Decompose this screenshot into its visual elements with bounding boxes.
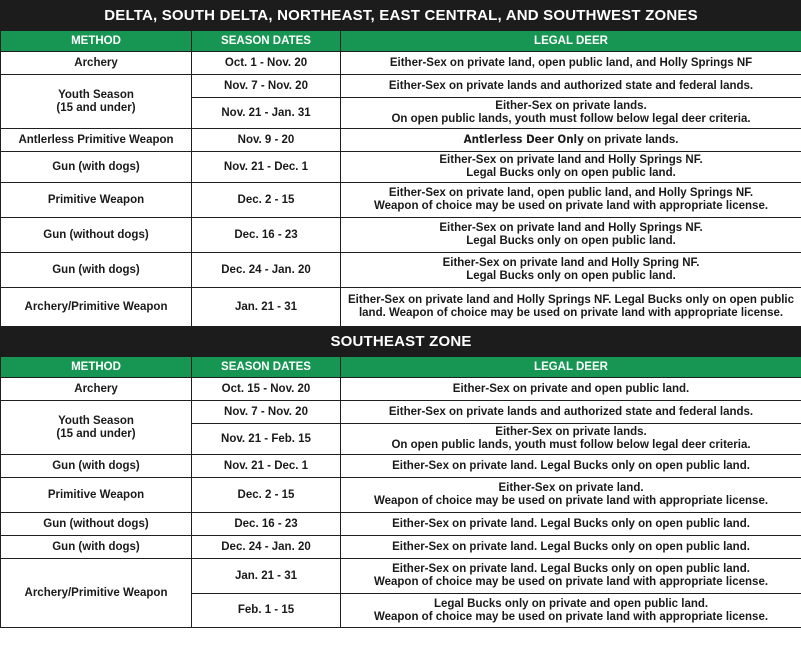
legal-cell	[341, 424, 801, 455]
method-cell: Gun (with dogs)	[1, 536, 192, 559]
legal-line: Either-Sex on private lands.	[495, 426, 647, 438]
legal-cell	[341, 152, 801, 183]
dates-cell: Dec. 24 - Jan. 20	[192, 536, 341, 559]
method-cell	[1, 75, 192, 129]
table-row	[1, 378, 801, 401]
header-method: METHOD	[1, 357, 192, 378]
dates-cell: Dec. 2 - 15	[192, 183, 341, 218]
legal-cell	[341, 98, 801, 129]
method-cell: Gun (with dogs)	[1, 152, 192, 183]
legal-line: Legal Bucks only on open public land.	[466, 167, 676, 179]
dates-cell: Jan. 21 - 31	[192, 288, 341, 327]
legal-cell: Either-Sex on private land. Legal Bucks only on open public land.	[341, 536, 801, 559]
legal-line: Weapon of choice may be used on private land with appropriate license.	[373, 495, 769, 507]
legal-line: Weapon of choice may be used on private land with appropriate license.	[373, 610, 769, 623]
legal-line: On open public lands, youth must follow below legal deer criteria.	[391, 439, 751, 451]
legal-line: Either-Sex on private land. Legal Bucks only on open public land.	[392, 563, 750, 575]
legal-line: Legal Bucks only on open public land.	[466, 270, 676, 282]
table-row	[1, 559, 801, 594]
method-cell: Antlerless Primitive Weapon	[1, 129, 192, 152]
dates-cell: Dec. 24 - Jan. 20	[192, 253, 341, 288]
legal-cell	[341, 594, 801, 628]
dates-cell: Jan. 21 - 31	[192, 559, 341, 594]
table-row	[1, 52, 801, 75]
legal-cell: Either-Sex on private lands and authorized state and federal lands.	[341, 75, 801, 98]
column-header-row	[1, 357, 801, 378]
dates-cell: Feb. 1 - 15	[192, 594, 341, 628]
header-method: METHOD	[1, 31, 192, 52]
legal-cell	[341, 129, 801, 152]
method-cell: Archery/Primitive Weapon	[1, 288, 192, 327]
legal-line: Either-Sex on private land, open public land, and Holly Springs NF.	[388, 187, 754, 199]
legal-rest: on private lands.	[583, 134, 679, 146]
dates-cell: Nov. 9 - 20	[192, 129, 341, 152]
legal-cell: Either-Sex on private land. Legal Bucks only on open public land.	[341, 455, 801, 478]
legal-line: land. Weapon of choice may be used on private land with appropriate license.	[358, 307, 784, 319]
legal-cell: Either-Sex on private land. Legal Bucks only on open public land.	[341, 513, 801, 536]
method-cell: Archery	[1, 378, 192, 401]
method-cell: Archery/Primitive Weapon	[1, 559, 192, 628]
table-row	[1, 455, 801, 478]
method-subline: (15 and under)	[56, 101, 136, 114]
legal-line: Legal Bucks only on open public land.	[466, 235, 676, 247]
method-subline: (15 and under)	[56, 427, 136, 440]
legal-line: Either-Sex on private land and Holly Springs NF.	[439, 222, 703, 234]
dates-cell: Nov. 21 - Dec. 1	[192, 455, 341, 478]
legal-line: Either-Sex on private land.	[498, 482, 644, 494]
header-season-dates: SEASON DATES	[192, 357, 341, 378]
method-line: Youth Season	[58, 414, 134, 427]
legal-cell: Either-Sex on private land, open public land, and Holly Springs NF	[341, 52, 801, 75]
legal-line: Either-Sex on private land and Holly Springs NF. Legal Bucks only on open public	[348, 294, 795, 306]
legal-line: Either-Sex on private lands.	[495, 100, 647, 112]
dates-cell: Nov. 7 - Nov. 20	[192, 401, 341, 424]
zone-title: SOUTHEAST ZONE	[1, 327, 801, 357]
zone-title-row	[1, 327, 801, 357]
method-line: Youth Season	[58, 88, 134, 101]
table-row	[1, 288, 801, 327]
zone-title: DELTA, SOUTH DELTA, NORTHEAST, EAST CENTRAL, AND SOUTHWEST ZONES	[1, 1, 801, 31]
table-row	[1, 75, 801, 98]
legal-cell	[341, 183, 801, 218]
table-row	[1, 253, 801, 288]
method-cell: Gun (with dogs)	[1, 455, 192, 478]
dates-cell: Dec. 2 - 15	[192, 478, 341, 513]
table-row	[1, 401, 801, 424]
legal-cell: Either-Sex on private lands and authorized state and federal lands.	[341, 401, 801, 424]
column-header-row	[1, 31, 801, 52]
dates-cell: Nov. 21 - Dec. 1	[192, 152, 341, 183]
method-cell: Gun (without dogs)	[1, 513, 192, 536]
table-row	[1, 478, 801, 513]
zone-title-row	[1, 1, 801, 31]
method-cell: Gun (with dogs)	[1, 253, 192, 288]
table-row	[1, 218, 801, 253]
dates-cell: Nov. 7 - Nov. 20	[192, 75, 341, 98]
legal-cell	[341, 288, 801, 327]
legal-emphasis: Antlerless Deer Only	[463, 132, 584, 146]
legal-cell	[341, 478, 801, 513]
table-row	[1, 129, 801, 152]
method-cell: Primitive Weapon	[1, 183, 192, 218]
legal-line: Weapon of choice may be used on private land with appropriate license.	[373, 200, 769, 212]
table-row	[1, 183, 801, 218]
header-season-dates: SEASON DATES	[192, 31, 341, 52]
method-cell: Gun (without dogs)	[1, 218, 192, 253]
legal-line: On open public lands, youth must follow below legal deer criteria.	[391, 113, 751, 125]
method-cell: Primitive Weapon	[1, 478, 192, 513]
dates-cell: Nov. 21 - Feb. 15	[192, 424, 341, 455]
legal-cell	[341, 253, 801, 288]
legal-line: Legal Bucks only on private and open public land.	[433, 597, 709, 610]
dates-cell: Dec. 16 - 23	[192, 218, 341, 253]
legal-cell: Either-Sex on private and open public land.	[341, 378, 801, 401]
dates-cell: Nov. 21 - Jan. 31	[192, 98, 341, 129]
dates-cell: Oct. 15 - Nov. 20	[192, 378, 341, 401]
table-row	[1, 152, 801, 183]
legal-line: Either-Sex on private land and Holly Springs NF.	[439, 154, 703, 166]
table-row	[1, 536, 801, 559]
dates-cell: Oct. 1 - Nov. 20	[192, 52, 341, 75]
header-legal-deer: LEGAL DEER	[341, 31, 801, 52]
method-cell	[1, 401, 192, 455]
method-cell: Archery	[1, 52, 192, 75]
legal-cell	[341, 559, 801, 594]
dates-cell: Dec. 16 - 23	[192, 513, 341, 536]
header-legal-deer: LEGAL DEER	[341, 357, 801, 378]
legal-line: Either-Sex on private land and Holly Spring NF.	[442, 257, 700, 269]
table-row	[1, 513, 801, 536]
legal-line: Weapon of choice may be used on private land with appropriate license.	[373, 576, 769, 588]
legal-cell	[341, 218, 801, 253]
